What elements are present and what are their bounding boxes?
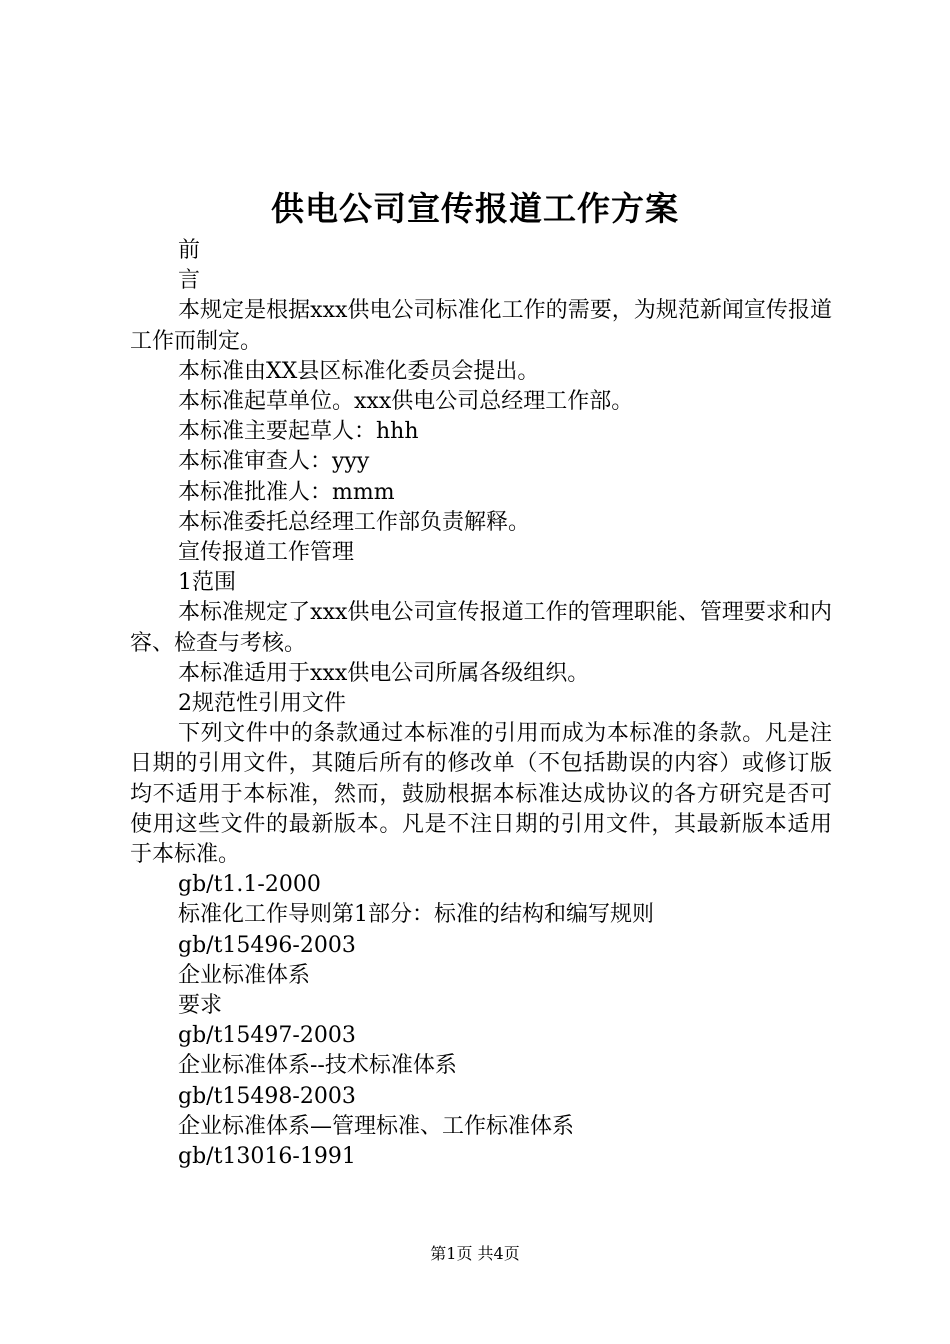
reference-code: gb/t15496-2003 bbox=[178, 932, 356, 958]
reference-code: gb/t1.1-2000 bbox=[178, 872, 321, 898]
document-body bbox=[130, 236, 832, 1172]
paragraph: 本标准适用于xxx供电公司所属各级组织。 bbox=[178, 660, 590, 686]
paragraph: 下列文件中的条款通过本标准的引用而成为本标准的条款。凡是注日期的引用文件，其随后所有的修改单（不包括勘误的内容）或修订版均不适用于本标准，然而，鼓励根据本标准达成协议的各方研究是否可使用这些文件的最新版本。凡是不注日期的引用文件，其最新版本适用于本标准。 bbox=[130, 721, 832, 868]
page-footer: 第1页 共4页 bbox=[430, 1244, 520, 1263]
reference-title: 企业标准体系--技术标准体系 bbox=[178, 1053, 457, 1079]
paragraph: 本标准规定了xxx供电公司宣传报道工作的管理职能、管理要求和内容、检查与考核。 bbox=[130, 600, 832, 656]
paragraph: 本标准批准人：mmm bbox=[178, 479, 395, 505]
paragraph: 本标准委托总经理工作部负责解释。 bbox=[178, 509, 531, 535]
document-title: 供电公司宣传报道工作方案 bbox=[271, 189, 679, 228]
reference-title: 企业标准体系 bbox=[178, 962, 311, 988]
paragraph: 前 bbox=[178, 238, 201, 263]
paragraph: 本标准审查人：yyy bbox=[178, 449, 370, 475]
paragraph: 本规定是根据xxx供电公司标准化工作的需要，为规范新闻宣传报道工作而制定。 bbox=[130, 298, 832, 354]
paragraph: 本标准由XX县区标准化委员会提出。 bbox=[178, 358, 540, 384]
paragraph: 言 bbox=[178, 268, 201, 294]
paragraph: 本标准主要起草人：hhh bbox=[178, 419, 419, 445]
reference-code: gb/t13016-1991 bbox=[178, 1144, 356, 1170]
section-heading: 宣传报道工作管理 bbox=[178, 540, 355, 566]
reference-title: 要求 bbox=[178, 993, 223, 1019]
reference-code: gb/t15498-2003 bbox=[178, 1083, 356, 1109]
section-heading: 1范围 bbox=[178, 570, 236, 596]
reference-code: gb/t15497-2003 bbox=[178, 1023, 356, 1049]
section-heading: 2规范性引用文件 bbox=[178, 691, 346, 717]
reference-title: 企业标准体系—管理标准、工作标准体系 bbox=[178, 1113, 575, 1139]
paragraph: 本标准起草单位。xxx供电公司总经理工作部。 bbox=[178, 389, 634, 415]
reference-title: 标准化工作导则第1部分：标准的结构和编写规则 bbox=[178, 902, 654, 928]
